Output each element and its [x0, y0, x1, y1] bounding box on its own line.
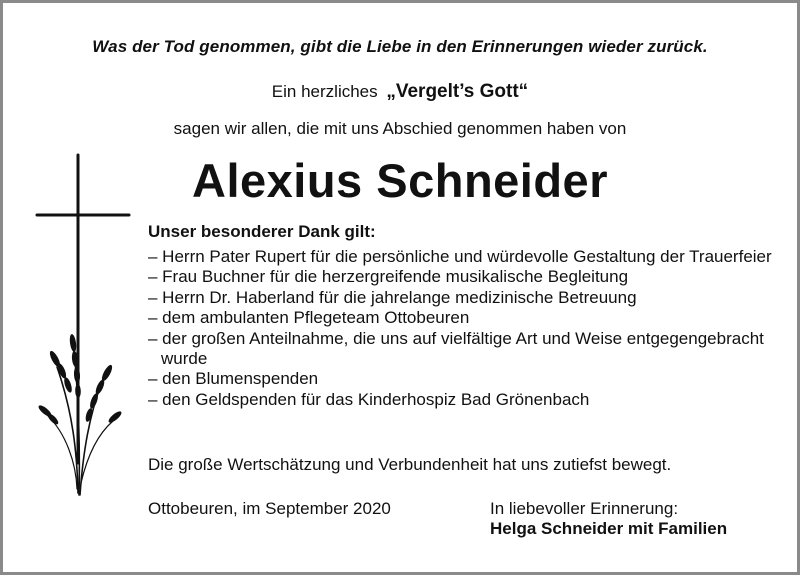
closing-text: Die große Wertschätzung und Verbundenheit hat uns zutiefst bewegt.: [148, 455, 672, 474]
deceased-name: Alexius Schneider: [192, 154, 608, 207]
thanks-prefix: Ein herzliches: [271, 82, 378, 101]
list-item: – den Blumenspenden: [148, 369, 319, 389]
list-item: – Frau Buchner für die herzergreifende musikalische Begleitung: [148, 267, 629, 287]
thanks-emphasis: „Vergelt’s Gott“: [386, 81, 529, 102]
list-item: – den Geldspenden für das Kinderhospiz Bad Grönenbach: [148, 389, 590, 409]
list-item: – Herrn Pater Rupert für die persönliche und würdevolle Gestaltung der Trauerfeier: [148, 247, 772, 266]
memory-label: In liebevoller Erinnerung:: [490, 499, 679, 518]
thanks-list: [148, 247, 778, 410]
cross-with-wheat-icon: [33, 153, 133, 503]
motto-text: Was der Tod genommen, gibt die Liebe in den Erinnerungen wieder zurück.: [92, 37, 708, 56]
place-date: Ottobeuren, im September 2020: [148, 499, 391, 518]
intro-text: sagen wir allen, die mit uns Abschied genommen haben von: [173, 119, 627, 138]
list-item: – der großen Anteilnahme, die uns auf vielfältige Art und Weise entgegengebracht wurde: [148, 328, 764, 369]
signature: Helga Schneider mit Familien: [490, 519, 728, 538]
thanks-line: [3, 81, 797, 103]
list-item: – Herrn Dr. Haberland für die jahrelange medizinische Betreuung: [148, 287, 637, 307]
list-item: – dem ambulanten Pflegeteam Ottobeuren: [148, 308, 470, 328]
special-thanks-heading: Unser besonderer Dank gilt:: [148, 222, 376, 241]
